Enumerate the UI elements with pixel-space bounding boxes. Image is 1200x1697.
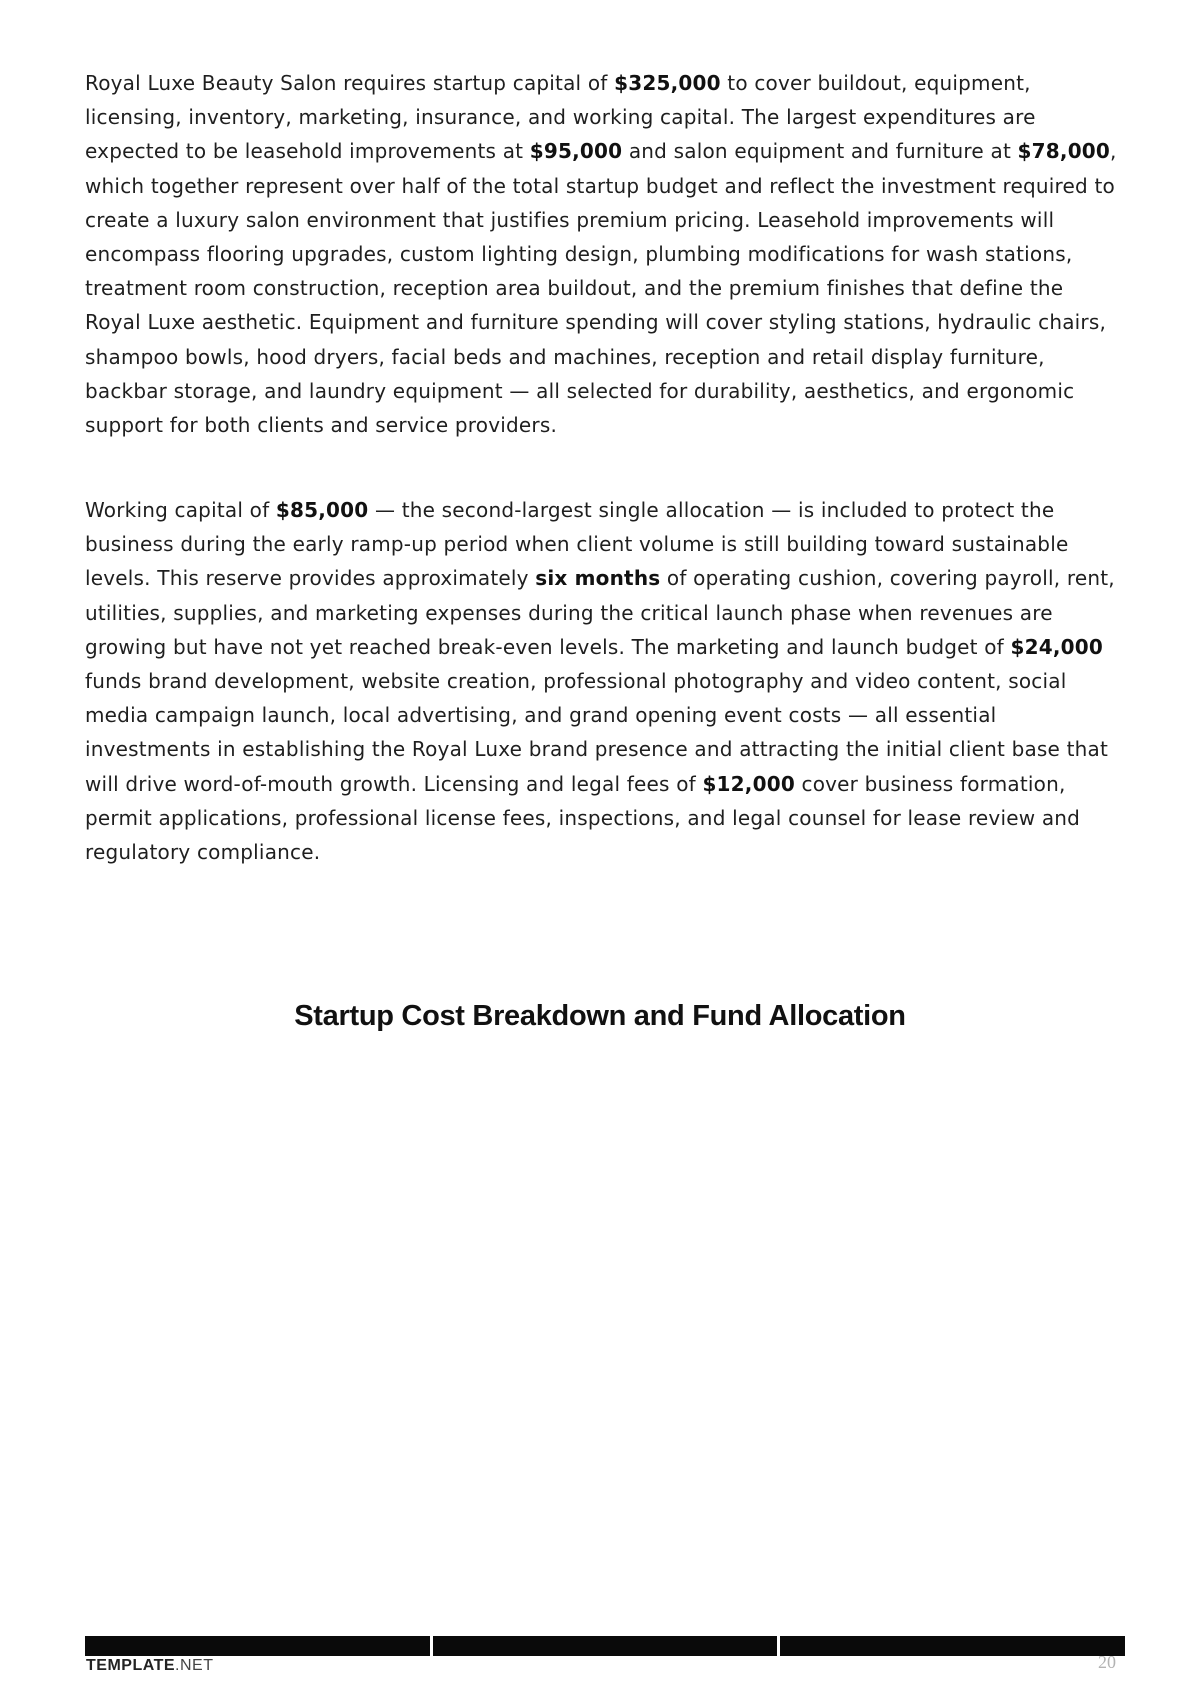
- paragraph-startup-capital: [85, 66, 1120, 442]
- chart-placeholder-area: [85, 1060, 1120, 1620]
- footer-bar-segment-2: [433, 1636, 778, 1656]
- para2-text-4: funds brand development, website creation, professional photography and video content, social media campaign launch, local advertising, and grand opening event costs — all essential investments in establishing the Royal Luxe brand presence and attracting the initial client base that will drive word-of-mouth growth. Licensing and legal fees of: [85, 669, 1109, 796]
- para1-text-2: to cover buildout, equipment, licensing, inventory, marketing, insurance, and working capital. The largest expenditures are expected to be leasehold improvements at: [85, 71, 1036, 164]
- footer-brand-bold: TEMPLATE: [86, 1657, 176, 1674]
- footer-brand-light: .NET: [175, 1657, 214, 1674]
- para1-equipment-amount: $78,000: [1017, 139, 1111, 164]
- para2-marketing-amount: $24,000: [1010, 634, 1103, 659]
- footer-bar-segment-3: [780, 1636, 1125, 1656]
- paragraph-working-capital: [85, 493, 1120, 869]
- page-number: 20: [1098, 1652, 1116, 1672]
- para1-text-3: and salon equipment and furniture at: [622, 139, 1018, 164]
- para2-licensing-amount: $12,000: [702, 771, 795, 796]
- para1-total-capital: $325,000: [614, 71, 721, 95]
- para2-text-1: Working capital of: [85, 498, 276, 522]
- para2-reserve-duration: six months: [535, 566, 661, 591]
- para2-text-5: cover business formation, permit applications, professional license fees, inspections, and legal counsel for lease review and regulatory compliance.: [85, 771, 1081, 865]
- para1-text-4: , which together represent over half of the total startup budget and reflect the investment required to create a luxury salon environment that justifies premium pricing. Leasehold improvements will encompass flooring upgrades, custom lighting design, plumbing modifications for wash stations, treatment room construction, reception area buildout, and the premium finishes that define the Royal Luxe aesthetic. Equipment and furniture spending will cover styling stations, hydraulic chairs, shampoo bowls, hood dryers, facial beds and machines, reception and retail display furniture, backbar storage, and laundry equipment — all selected for durability, aesthetics, and ergonomic support for both clients and service providers.: [85, 139, 1117, 438]
- para1-leasehold-amount: $95,000: [529, 139, 623, 164]
- section-heading: Startup Cost Breakdown and Fund Allocation: [294, 1000, 906, 1032]
- para2-working-capital-amount: $85,000: [275, 498, 369, 522]
- para1-text-1: Royal Luxe Beauty Salon requires startup capital of: [85, 71, 615, 95]
- footer-brand-logo: [86, 1657, 213, 1675]
- footer-bar: [85, 1636, 1125, 1656]
- para2-text-2: — the second-largest single allocation — is included to protect the business during the early ramp-up period when client volume is still building toward sustainable levels. This reserve provides approximately: [85, 498, 1069, 591]
- para2-text-3: of operating cushion, covering payroll, rent, utilities, supplies, and marketing expenses during the critical launch phase when revenues are growing but have not yet reached break-even levels. The marketing and launch budget of: [85, 566, 1115, 659]
- footer-bar-segment-1: [85, 1636, 430, 1656]
